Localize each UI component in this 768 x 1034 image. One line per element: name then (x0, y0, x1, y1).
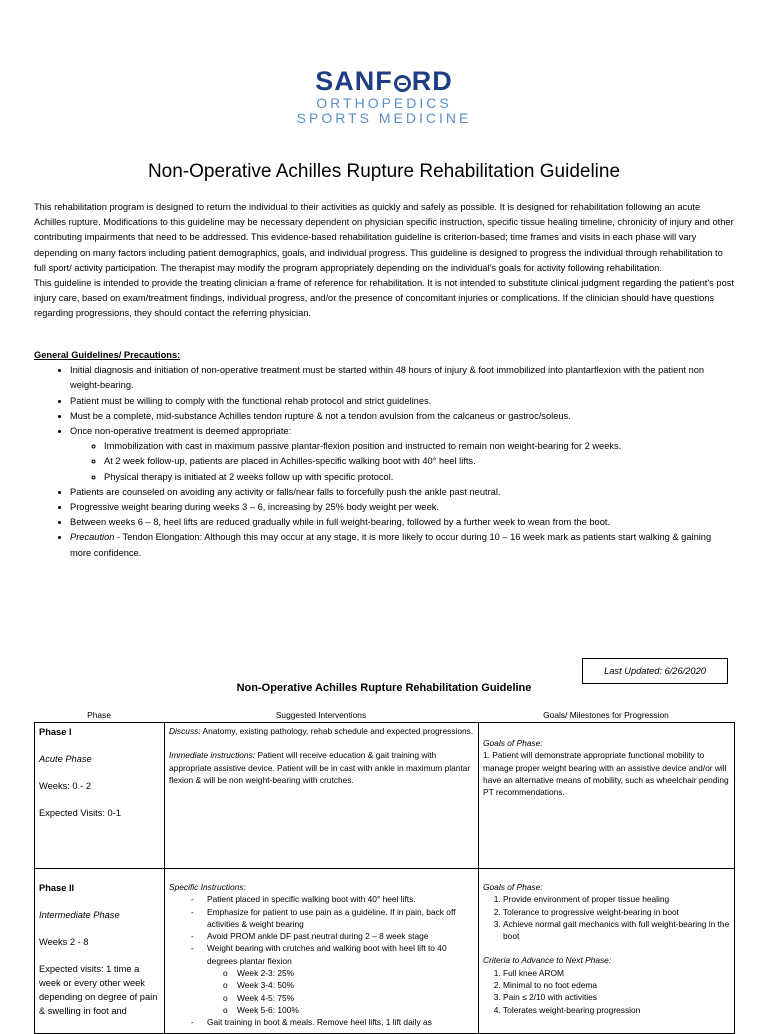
list-item: • Progressive weight bearing during weeks 3 – 6, increasing by 25% body weight per week. (70, 500, 734, 515)
list-item: 1. Provide environment of proper tissue healing (503, 893, 730, 905)
phase-name: Phase I (39, 727, 72, 737)
list-item: o Week 4-5: 75% (237, 992, 474, 1004)
criteria-list (483, 967, 730, 1016)
logo-o-mark-icon (394, 75, 411, 92)
phase-name: Phase II (39, 883, 75, 893)
page-title: Non-Operative Achilles Rupture Rehabilitation Guideline (147, 161, 621, 182)
list-item: - Weight bearing with crutches and walking boot with heel lift to 40 degrees plantar flexion o Week 2-3: 25% o Week 3-4: 50% o Week 4-5: 75% o Week 5-6: 100% (207, 942, 474, 1016)
list-item: o Week 2-3: 25% (237, 967, 474, 979)
intro-paragraph: This rehabilitation program is designed to return the individual to their activities as quickly and safely as possible. It is designed for rehabilitation following an acute Achilles rupture. Modifications to this guideline may be necessary dependent on physician specific instruction, specific tissue healing timeline, chronicity of injury and other contributing impairments that need to be addressed. This evidence-based rehabilitation guideline is criterion-based; time frames and visits in each phase will vary depending on many factors including patient demographics, goals, and individual progress. This guideline is designed to progress the individual through rehabilitation to full sport/ activity participation. The therapist may modify the program appropriately depending on the individual's goals for activity following rehabilitation. (34, 202, 734, 273)
phase-visits: Expected visits: 1 time a week or every other week depending on degree of pain & swelling in foot and (39, 964, 158, 1016)
logo-line-1: ORTHOPEDICS (316, 95, 452, 111)
column-header-goals: Goals/ Milestones for Progression (543, 710, 669, 720)
phase-weeks: Weeks: 0 - 2 (39, 781, 92, 791)
interventions-cell (165, 869, 479, 1034)
column-header-interventions: Suggested Interventions (275, 710, 367, 720)
phase-visits: Expected Visits: 0-1 (39, 808, 121, 818)
list-item: • Must be a complete, mid-substance Achilles tendon rupture & not a tendon avulsion from the calcaneus or gastroc/soleus. (70, 409, 734, 424)
intro-paragraph: This guideline is intended to provide the treating clinician a frame of reference for rehabilitation. It is not intended to substitute clinical judgment regarding the patient's post injury care, based on exam/treatment findings, individual progress, and/or the presence of concomitant injuries or complications. If the clinician should have questions regarding progressions, they should contact the referring physician. (34, 278, 734, 319)
list-item: 2. Minimal to no foot edema (503, 979, 730, 991)
list-item: • Once non-operative treatment is deemed appropriate: ◦ Immobilization with cast in maximum passive plantar-flexion position and instructed to remain non weight-bearing for 2 weeks. ◦ At 2 week follow-up, patients are placed in Achilles-specific walking boot with 40° heel lifts. ◦ Physical therapy is initiated at 2 weeks follow up with specific protocol. (70, 424, 734, 485)
sub-list (70, 439, 734, 485)
specific-instructions-label: Specific Instructions: (169, 882, 246, 892)
list-item: - Patient placed in specific walking boot with 40° heel lifts. (207, 893, 474, 905)
goals-label: Goals of Phase: (483, 738, 543, 748)
sub-list-item: ◦ Physical therapy is initiated at 2 weeks follow up with specific protocol. (104, 470, 734, 485)
general-guidelines-heading: General Guidelines/ Precautions: (34, 350, 181, 360)
list-item: - Emphasize for patient to use pain as a guideline. If in pain, back off activities & weight bearing (207, 906, 474, 931)
list-item: 4. Tolerates weight-bearing progression (503, 1004, 730, 1016)
goals-text: 1. Patient will demonstrate appropriate functional mobility to manage proper weight bearing with an assistive device and/or will have an alternative means of mobility, such as wheelchair pending PT recommendations. (483, 750, 729, 798)
list-item: 3. Pain ≤ 2/10 with activities (503, 991, 730, 1003)
intro-section (34, 200, 734, 322)
goals-cell (479, 869, 735, 1034)
list-item: • Between weeks 6 – 8, heel lifts are reduced gradually while in full weight-bearing, followed by a further week to wean from the boot. (70, 515, 734, 530)
list-item: - Avoid PROM ankle DF past neutral during 2 – 8 week stage (207, 930, 474, 942)
logo (0, 66, 768, 126)
list-item: o Week 3-4: 50% (237, 979, 474, 991)
phase-cell (35, 723, 165, 869)
list-item: o Week 5-6: 100% (237, 1004, 474, 1016)
list-item: 2. Tolerance to progressive weight-bearing in boot (503, 906, 730, 918)
list-item: - Gait training in boot & meals. Remove heel lifts, 1 lift daily as (207, 1016, 474, 1028)
phase-stage: Acute Phase (39, 754, 92, 764)
list-item: • Initial diagnosis and initiation of non-operative treatment must be started within 48 hours of injury & foot immobilized into plantarflexion with the patient non weight-bearing. (70, 363, 734, 393)
phases-table (34, 722, 735, 1034)
list-item: 1. Full knee AROM (503, 967, 730, 979)
criteria-label: Criteria to Advance to Next Phase: (483, 955, 612, 966)
precaution-item: • Precaution - Tendon Elongation: Although this may occur at any stage, it is more likely to occur during 10 – 16 week mark as patients start walking & gaining more confidence. (70, 530, 734, 560)
list-item: • Patient must be willing to comply with the functional rehab protocol and strict guidelines. (70, 394, 734, 409)
goals-cell (479, 723, 735, 869)
column-header-phase: Phase (87, 710, 111, 720)
table-row (35, 723, 735, 869)
logo-wordmark: SANF RD (315, 66, 453, 96)
goals-list (483, 893, 730, 942)
immediate-instructions: Immediate instructions: Patient will receive education & gait training with appropriate assistive device. Patient will be in cast with ankle in maximum plantar flexion & will be non weight-bearing with crutches. (169, 750, 471, 785)
list-item: • Patients are counseled on avoiding any activity or falls/near falls to forcefully push the ankle past neutral. (70, 485, 734, 500)
guidelines-list (34, 363, 734, 561)
phase-stage: Intermediate Phase (39, 910, 120, 920)
instructions-list (169, 893, 474, 1028)
sub-list-item: ◦ At 2 week follow-up, patients are placed in Achilles-specific walking boot with 40° heel lifts. (104, 454, 734, 469)
last-updated-box: Last Updated: 6/26/2020 (582, 658, 728, 684)
weight-steps-list (207, 967, 474, 1016)
logo-line-2: SPORTS MEDICINE (296, 110, 472, 126)
table-title: Non-Operative Achilles Rupture Rehabilitation Guideline (236, 682, 532, 694)
goals-label: Goals of Phase: (483, 882, 543, 892)
list-item: 3. Achieve normal gait mechanics with full weight-bearing in the boot (503, 918, 730, 943)
sub-list-item: ◦ Immobilization with cast in maximum passive plantar-flexion position and instructed to remain non weight-bearing for 2 weeks. (104, 439, 734, 454)
general-guidelines (34, 348, 734, 561)
phase-cell (35, 869, 165, 1034)
phase-weeks: Weeks 2 - 8 (39, 937, 89, 947)
discuss-text: Discuss: Anatomy, existing pathology, rehab schedule and expected progressions. (169, 726, 474, 736)
interventions-cell (165, 723, 479, 869)
table-row (35, 869, 735, 1034)
